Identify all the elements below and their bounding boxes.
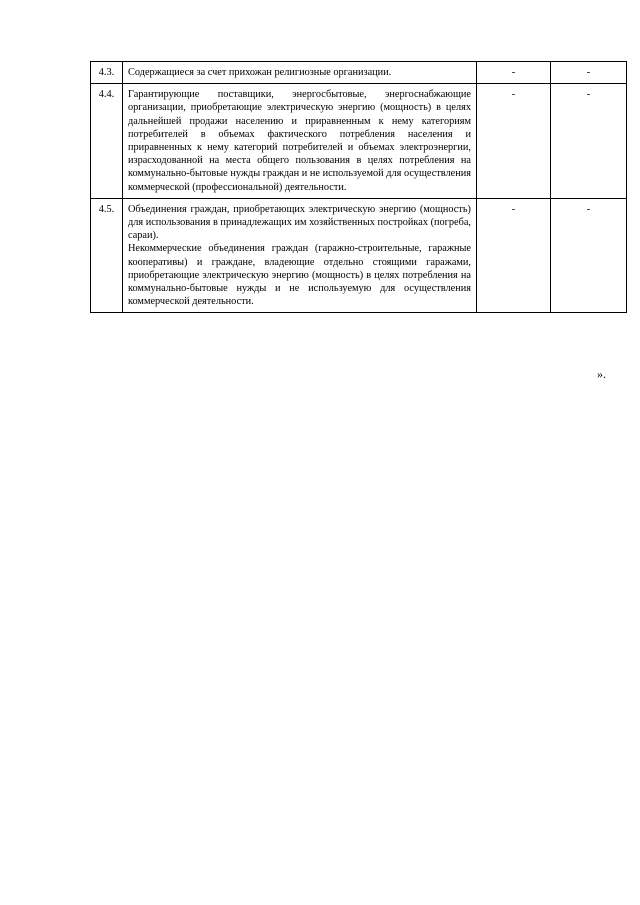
value-cell: - bbox=[477, 84, 551, 199]
table-row bbox=[91, 198, 627, 313]
table-row bbox=[91, 84, 627, 199]
value-cell: - bbox=[551, 198, 627, 313]
value-cell: - bbox=[551, 84, 627, 199]
row-number: 4.3. bbox=[91, 62, 123, 84]
description-paragraph: Объединения граждан, приобретающих электрическую энергию (мощность) для использования в принадлежащих им хозяйственных постройках (погреба, сараи). bbox=[128, 203, 471, 242]
description-paragraph: Содержащиеся за счет прихожан религиозные организации. bbox=[128, 67, 392, 78]
row-description bbox=[123, 198, 477, 313]
closing-quote-mark: ». bbox=[597, 367, 606, 381]
value-cell: - bbox=[551, 62, 627, 84]
value-cell: - bbox=[477, 198, 551, 313]
row-description bbox=[123, 84, 477, 199]
row-number: 4.5. bbox=[91, 198, 123, 313]
row-number: 4.4. bbox=[91, 84, 123, 199]
row-description bbox=[123, 62, 477, 84]
tariff-consumer-table bbox=[90, 61, 627, 313]
description-paragraph: Гарантирующие поставщики, энергосбытовые, энергоснабжающие организации, приобретающие электрическую энергию (мощность) в целях дальнейшей продажи населению и приравненным к нему категориям потребителей в объемах фактического потребления населения и приравненных к нему категорий потребителей и объемах электроэнергии, израсходованной на места общего пользования в целях потребления на коммунально-бытовые нужды граждан и не используемой для осуществления коммерческой (профессиональной) деятельности. bbox=[128, 89, 471, 193]
value-cell: - bbox=[477, 62, 551, 84]
table-row bbox=[91, 62, 627, 84]
description-paragraph: Некоммерческие объединения граждан (гаражно-строительные, гаражные кооперативы) и граждане, владеющие отдельно стоящими гаражами, приобретающие электрическую энергию (мощность) в целях потребления на коммунально-бытовые нужды и не используемую для осуществления коммерческой деятельности. bbox=[128, 243, 471, 308]
